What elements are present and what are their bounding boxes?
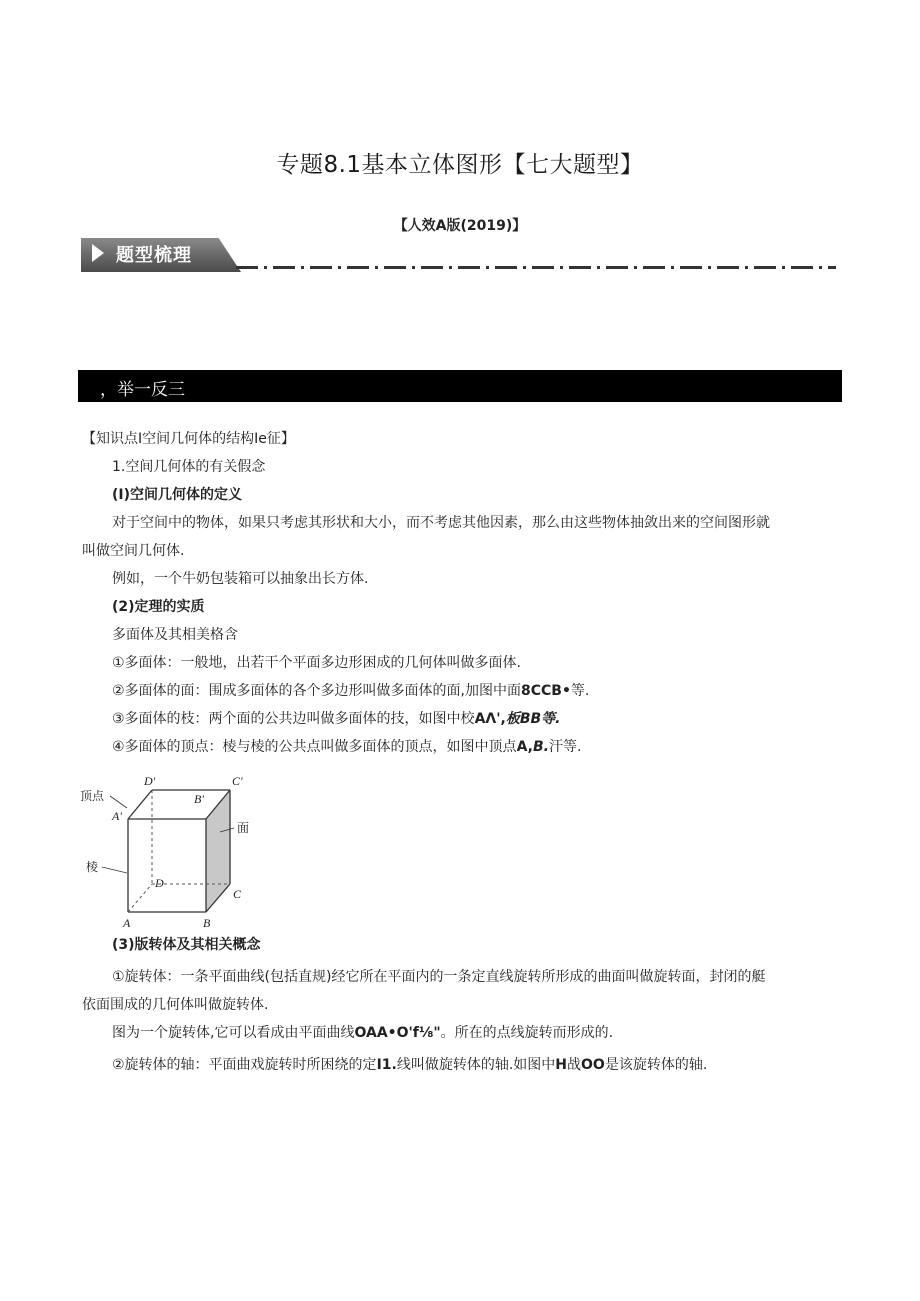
text-line: [112, 709, 561, 729]
edition-subtitle: 【人效A版(2019)】: [393, 218, 527, 234]
text-segment: 8CCB•: [521, 683, 571, 699]
text-segment: B.: [532, 739, 549, 755]
vertex-label-c1: C': [232, 774, 243, 788]
text-line: 1.空间几何体的有关假念: [112, 459, 266, 475]
face-callout-label: 面: [237, 821, 250, 835]
text-segment: I1.: [376, 1057, 397, 1073]
cuboid-figure: [80, 770, 270, 930]
text-segment: OAA•O'f⅛": [354, 1025, 441, 1041]
text-line: 多面体及其相美格含: [112, 627, 238, 643]
cuboid-diagram: [80, 770, 270, 930]
text-segment: 战: [567, 1057, 582, 1073]
edge-callout-label: 棱: [86, 860, 99, 874]
dash-dot-divider: [236, 266, 836, 269]
text-line: [112, 1023, 613, 1043]
text-segment: 板BB等.: [505, 711, 561, 727]
knowledge-point-heading: 【知识点I空间几何体的结构Ie征】: [82, 431, 295, 447]
vertex-label-a1: A': [112, 809, 122, 823]
text-line: [112, 737, 581, 757]
text-segment: OO: [581, 1057, 605, 1073]
vertex-callout-label: 顶点: [80, 789, 105, 803]
text-line: 依面围成的几何体叫做旋转体.: [82, 997, 269, 1013]
text-line: 对于空间中的物体，如果只考虑其形状和大小，而不考虑其他因素，那么由这些物体抽敛出来的空间图形就: [112, 515, 770, 531]
text-segment: 等.: [570, 683, 590, 699]
text-line: [112, 681, 589, 701]
banner-label: 题型梳理: [116, 245, 192, 266]
text-line: ①多面体：一般地，出若干个平面多边形困成的几何体叫做多面体.: [112, 655, 521, 671]
text-segment: A,: [516, 739, 533, 755]
text-segment: H: [555, 1057, 568, 1073]
vertex-label-a: A: [123, 916, 131, 930]
vertex-label-d1: D': [144, 774, 156, 788]
text-line: (2)定理的实质: [112, 599, 205, 615]
text-segment: ②旋转体的轴：平面曲戏旋转时所困绕的定: [112, 1057, 377, 1073]
text-line: 例如，一个牛奶包装箱可以抽象出长方体.: [112, 571, 369, 587]
vertex-label-c: C: [233, 887, 242, 901]
text-segment: ②多面体的面：围成多面体的各个多边形叫做多面体的面,加图中面: [112, 683, 521, 699]
text-segment: 。所在的点线旋转而形成的.: [440, 1025, 614, 1041]
text-line: (3)版转体及其相关概念: [112, 937, 261, 953]
text-segment: 图为一个旋转体,它可以看成由平面曲线: [112, 1025, 355, 1041]
vertex-label-b: B: [203, 916, 211, 930]
text-line: ①旋转体：一条平面曲线(包括直规)经它所在平面内的一条定直线旋转所形成的曲面叫做旋转面，封闭的艇: [112, 969, 766, 985]
page-title: 专题8.1基本立体图形【七大题型】: [276, 152, 644, 178]
text-segment: 线叫做旋转体的轴.如图中: [396, 1057, 556, 1073]
text-segment: AΛ',: [474, 711, 506, 727]
vertex-label-d: D: [155, 876, 164, 890]
play-arrow-icon: [92, 244, 104, 262]
text-segment: 汗等.: [548, 739, 582, 755]
section-header-text: ，举一反三: [100, 380, 185, 400]
text-segment: 是该旋转体的轴.: [604, 1057, 708, 1073]
vertex-label-b1: B': [194, 792, 204, 806]
text-line: (I)空间几何体的定义: [112, 487, 243, 503]
text-line: [112, 1055, 707, 1075]
section-header-bar: [78, 370, 842, 402]
text-segment: ③多面体的枝：两个面的公共边叫做多面体的技，如图中校: [112, 711, 475, 727]
text-segment: ④多面体的顶点：棱与棱的公共点叫做多面体的顶点，如图中顶点: [112, 739, 517, 755]
text-line: 叫做空间几何体.: [82, 543, 185, 559]
shaded-side-face: [206, 790, 230, 912]
